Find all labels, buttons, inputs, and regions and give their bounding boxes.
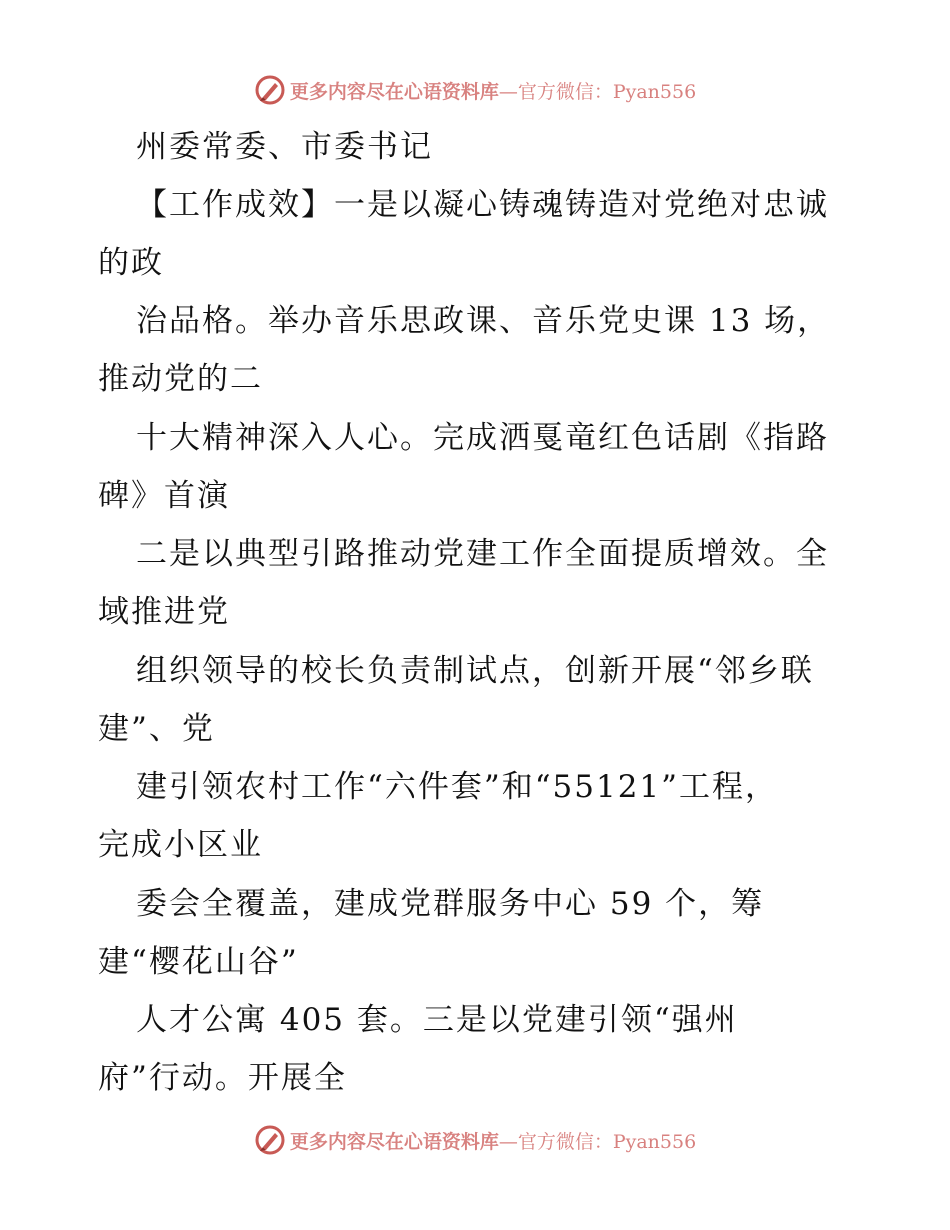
header-banner-suffix: —官方微信：Pyan556 xyxy=(498,80,697,103)
body-line: 【工作成效】一是以凝心铸魂铸造对党绝对忠诚 xyxy=(136,187,829,223)
body-line: 州委常委、市委书记 xyxy=(136,129,433,165)
body-line: 二是以典型引路推动党建工作全面提质增效。全 xyxy=(136,536,829,572)
body-line: 人才公寓 405 套。三是以党建引领“强州 xyxy=(136,1002,738,1038)
body-line: 十大精神深入人心。完成洒戛竜红色话剧《指路 xyxy=(136,420,829,456)
footer-banner-suffix: —官方微信：Pyan556 xyxy=(498,1130,697,1153)
pen-logo-icon xyxy=(254,1124,286,1156)
body-line: 完成小区业 xyxy=(98,827,263,863)
body-line: 域推进党 xyxy=(98,594,230,630)
body-line: 委会全覆盖，建成党群服务中心 59 个，筹 xyxy=(136,886,765,922)
body-line: 建”、党 xyxy=(98,711,215,747)
footer-banner-main: 更多内容尽在心语资料库 xyxy=(289,1130,499,1153)
body-line: 碑》首演 xyxy=(98,478,230,514)
footer-banner-text xyxy=(290,1127,696,1154)
body-line: 府”行动。开展全 xyxy=(98,1060,347,1096)
body-line: 组织领导的校长负责制试点，创新开展“邻乡联 xyxy=(136,653,814,689)
body-line: 的政 xyxy=(98,245,164,281)
pen-logo-icon xyxy=(254,74,286,106)
body-line: 推动党的二 xyxy=(98,361,263,397)
header-banner-main: 更多内容尽在心语资料库 xyxy=(289,80,499,103)
footer-banner xyxy=(0,1120,950,1160)
header-banner xyxy=(0,70,950,110)
body-line: 治品格。举办音乐思政课、音乐党史课 13 场， xyxy=(136,303,831,339)
body-line: 建引领农村工作“六件套”和“55121”工程， xyxy=(136,769,779,805)
header-banner-text xyxy=(290,77,696,104)
body-line: 建“樱花山谷” xyxy=(98,944,299,980)
